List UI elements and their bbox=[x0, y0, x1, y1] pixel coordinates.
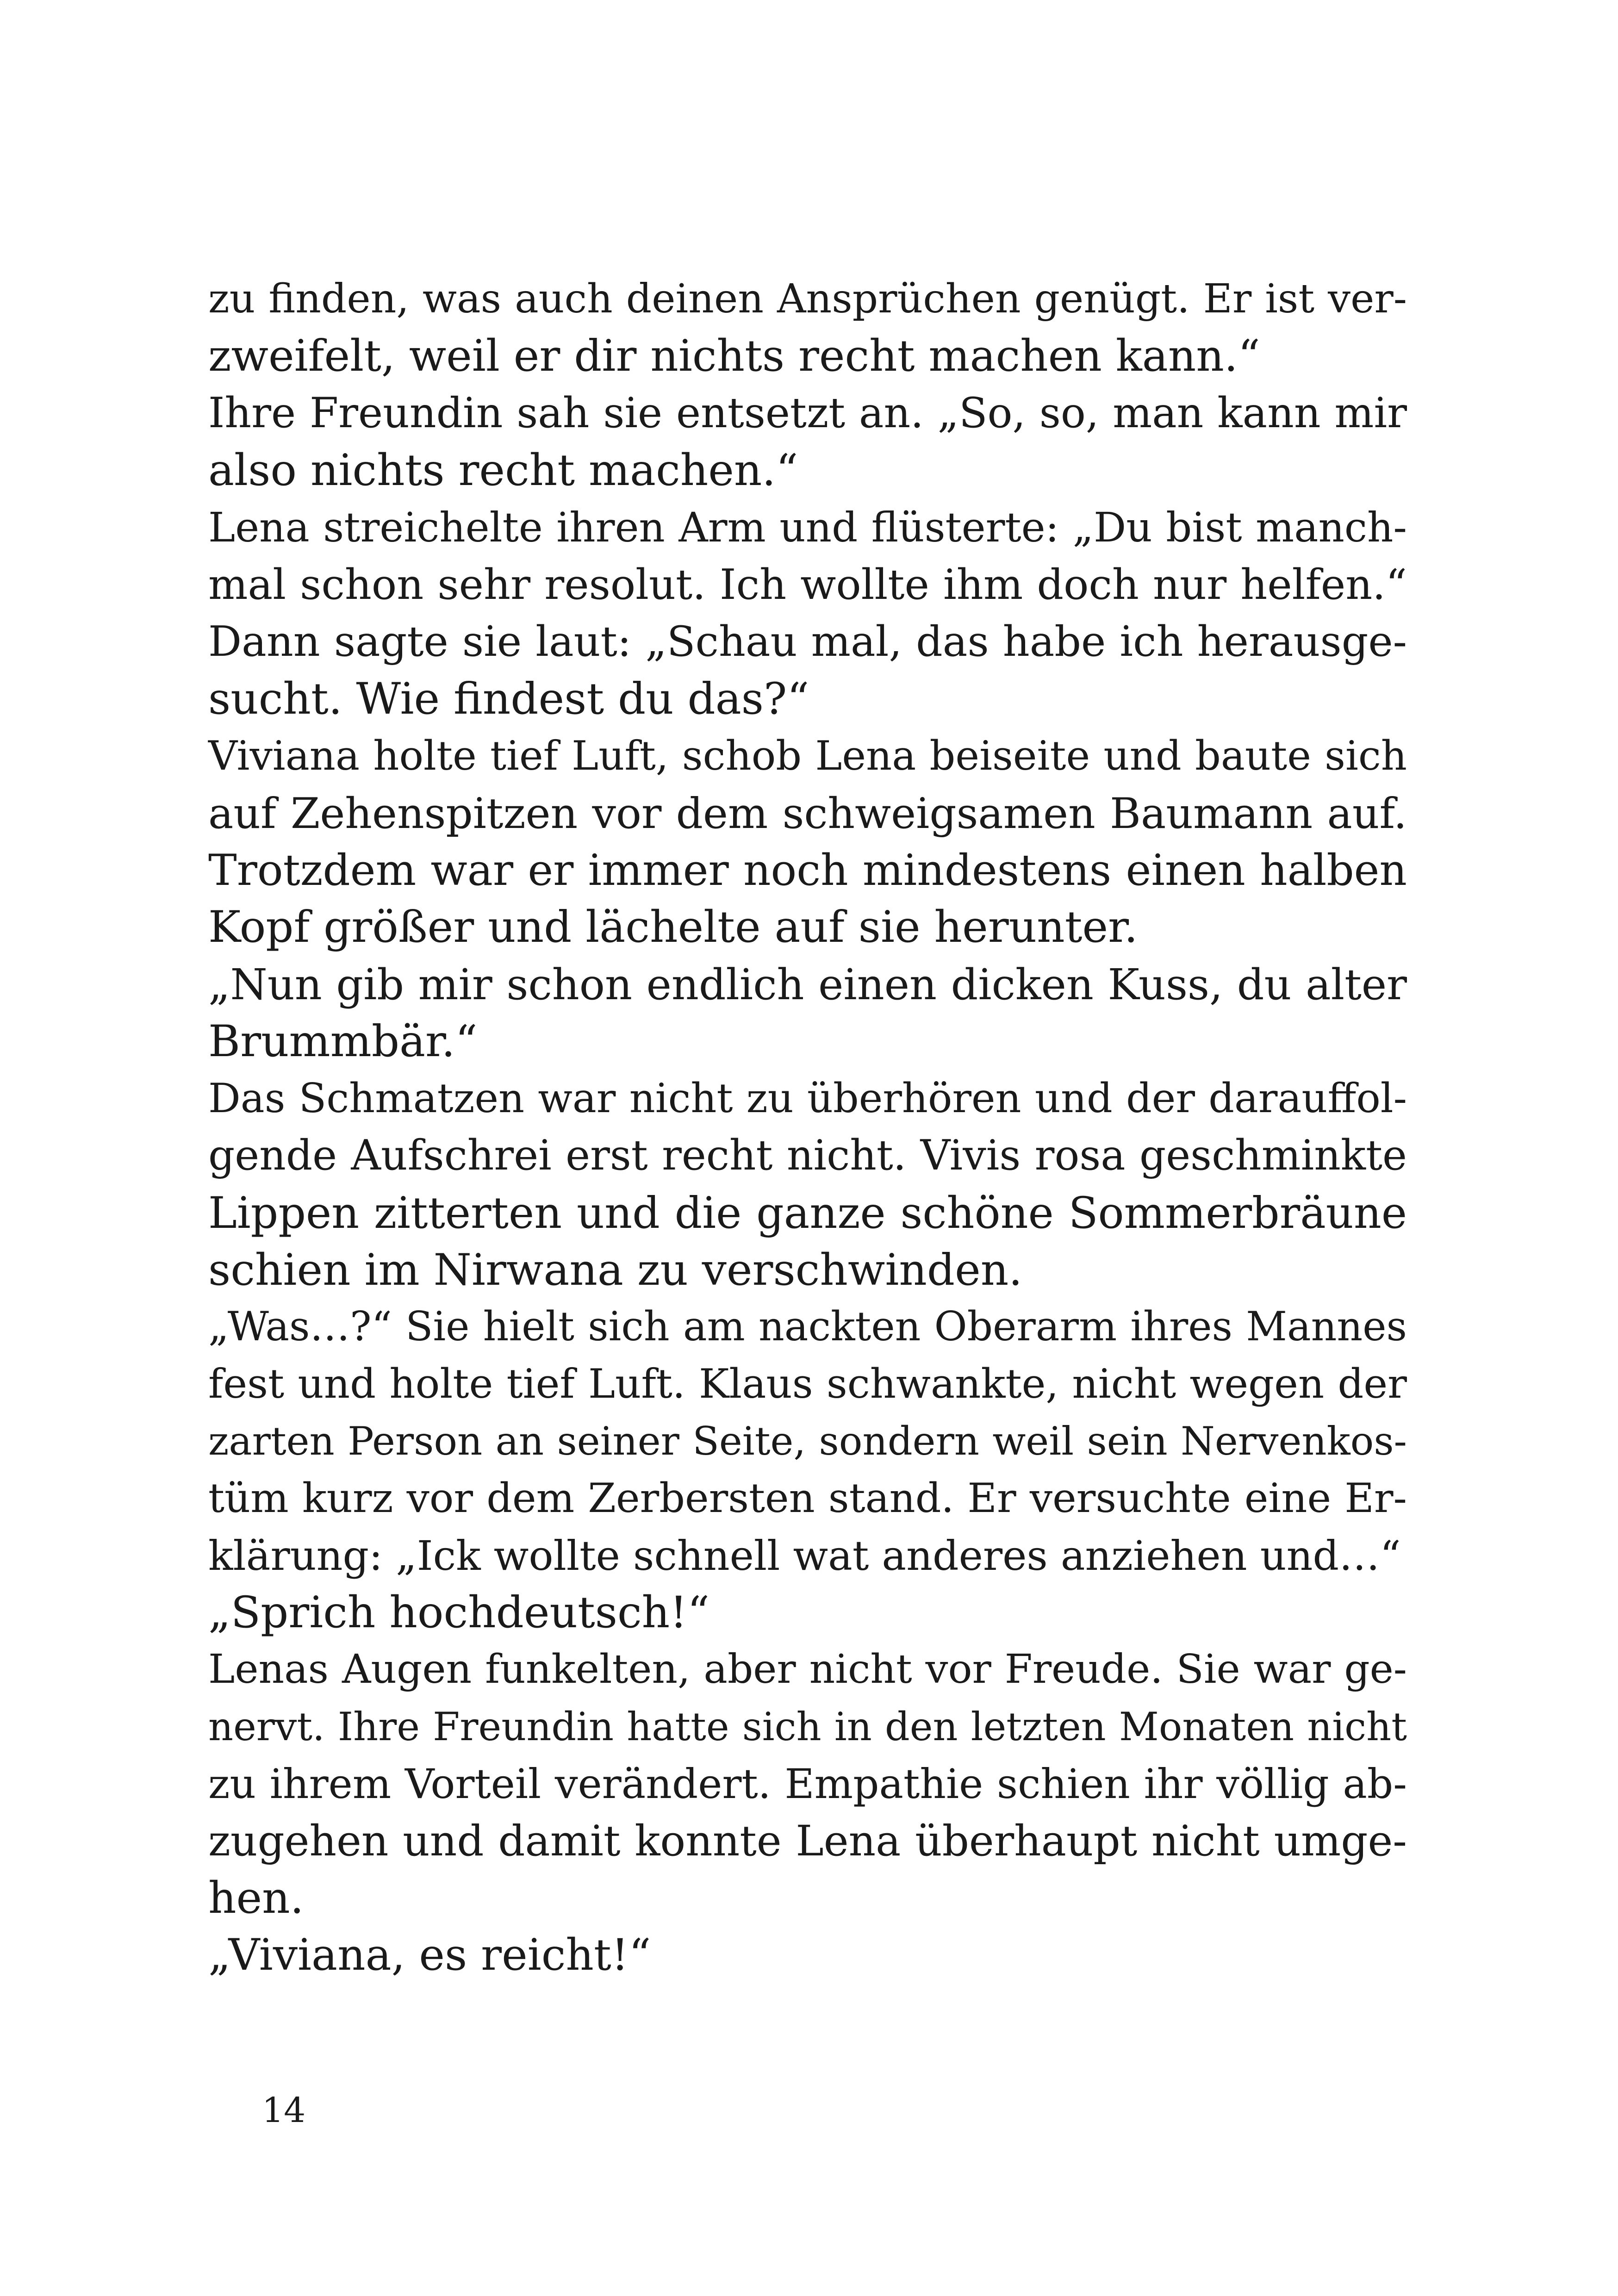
text-line: zarten Person an seiner Seite, sondern weil sein Nervenkos- bbox=[208, 1418, 1407, 1464]
text-line: schien im Nirwana zu verschwinden. bbox=[208, 1244, 1023, 1295]
text-line: nervt. Ihre Freundin hatte sich in den letzten Monaten nicht bbox=[208, 1704, 1407, 1749]
text-line: Lenas Augen funkelten, aber nicht vor Freude. Sie war ge- bbox=[208, 1646, 1407, 1693]
text-line: „Viviana, es reicht!“ bbox=[208, 1930, 651, 1981]
text-line: Kopf größer und lächelte auf sie herunter. bbox=[208, 902, 1138, 953]
text-line: auf Zehenspitzen vor dem schweigsamen Baumann auf. bbox=[208, 788, 1407, 838]
text-line: Das Schmatzen war nicht zu überhören und der darauffol- bbox=[208, 1075, 1407, 1122]
text-line: „Nun gib mir schon endlich einen dicken Kuss, du alter bbox=[208, 959, 1407, 1009]
text-line: Ihre Freundin sah sie entsetzt an. „So, so, man kann mir bbox=[208, 389, 1407, 437]
text-line: „Was…?“ Sie hielt sich am nackten Oberarm ihres Mannes bbox=[208, 1304, 1407, 1350]
text-line: Viviana holte tief Luft, schob Lena beiseite und baute sich bbox=[208, 732, 1407, 780]
text-line: Trotzdem war er immer noch mindestens einen halben bbox=[208, 845, 1407, 895]
text-line: gende Aufschrei erst recht nicht. Vivis rosa geschminkte bbox=[208, 1131, 1407, 1180]
text-line: tüm kurz vor dem Zerbersten stand. Er versuchte eine Er- bbox=[208, 1475, 1407, 1522]
text-line: sucht. Wie findest du das?“ bbox=[208, 673, 809, 724]
text-line: also nichts recht machen.“ bbox=[208, 445, 798, 496]
page-number: 14 bbox=[262, 2091, 306, 2130]
text-line: fest und holte tief Luft. Klaus schwankte, nicht wegen der bbox=[208, 1360, 1407, 1408]
text-line: „Sprich hochdeutsch!“ bbox=[208, 1587, 710, 1638]
text-line: zu ihrem Vorteil verändert. Empathie schien ihr völlig ab- bbox=[208, 1760, 1407, 1808]
text-line: Dann sagte sie laut: „Schau mal, das habe ich herausge- bbox=[208, 617, 1407, 666]
text-line: hen. bbox=[208, 1873, 304, 1923]
text-line: zu finden, was auch deinen Ansprüchen genügt. Er ist ver- bbox=[208, 276, 1407, 322]
text-line: klärung: „Ick wollte schnell wat anderes anziehen und…“ bbox=[208, 1531, 1401, 1580]
text-line: Lippen zitterten und die ganze schöne Sommerbräune bbox=[208, 1188, 1407, 1238]
text-line: zugehen und damit konnte Lena überhaupt nicht umge- bbox=[208, 1817, 1407, 1866]
body-text bbox=[208, 271, 1407, 1984]
text-line: zweifelt, weil er dir nichts recht machen kann.“ bbox=[208, 331, 1260, 382]
text-line: mal schon sehr resolut. Ich wollte ihm doch nur helfen.“ bbox=[208, 560, 1407, 609]
text-line: Brummbär.“ bbox=[208, 1016, 478, 1067]
text-line: Lena streichelte ihren Arm und flüsterte: „Du bist manch- bbox=[208, 504, 1407, 551]
